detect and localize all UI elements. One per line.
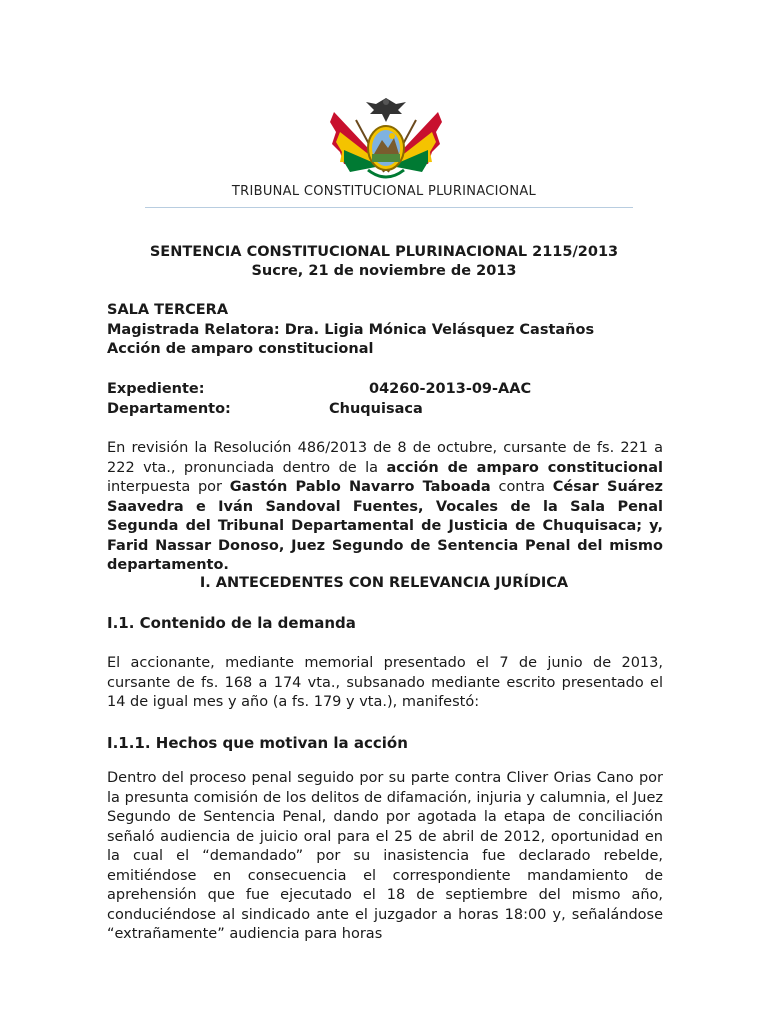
intro-bold-3: César Suárez Saavedra e Iván Sandoval Fuentes, Vocales de la Sala Penal Segunda del Tribunal Departamental de Justicia de Chuquisaca; y, Farid Nassar Donoso, Juez Segundo de Sentencia Penal del mismo departamento.: [107, 479, 663, 573]
departamento-row: [107, 400, 663, 420]
departamento-value: Chuquisaca: [329, 400, 423, 417]
section-heading: I. ANTECEDENTES CON RELEVANCIA JURÍDICA: [199, 575, 569, 591]
institution-name: TRIBUNAL CONSTITUCIONAL PLURINACIONAL: [231, 184, 537, 199]
facts-paragraph: Dentro del proceso penal seguido por su parte contra Cliver Orias Cano por la presunta comisión de los delitos de difamación, injuria y calumnia, el Juez Segundo de Sentencia Penal, dando por agotada la etapa de conciliación señaló audiencia de juicio oral para el 25 de abril de 2012, oportunidad en la cual el “demandado” por su inasistencia fue declarado rebelde, emitiéndose en consecuencia el correspondiente mandamiento de aprehensión que fue ejecutado el 18 de septiembre del mismo año, conduciéndose al sindicado ante el juzgador a horas 18:00 y, señalándose “extrañamente” audiencia para horas: [107, 770, 663, 942]
demand-paragraph: El accionante, mediante memorial presentado el 7 de junio de 2013, cursante de fs. 168 a 174 vta., subsanado mediante escrito presentado el 14 de igual mes y año (a fs. 179 y vta.), manifestó:: [107, 655, 663, 710]
case-header: [107, 301, 663, 360]
expediente-row: [107, 380, 663, 400]
subsection-heading-1: I.1. Contenido de la demanda: [107, 614, 356, 632]
intro-paragraph: [107, 439, 663, 576]
intro-text-3: contra: [490, 479, 553, 495]
header-divider: [145, 207, 633, 208]
intro-text-2: interpuesta por: [107, 479, 230, 495]
departamento-label: Departamento:: [107, 400, 231, 417]
accion-label: Acción de amparo constitucional: [107, 341, 374, 357]
intro-text-1: En revisión la Resolución 486/2013 de 8 de octubre, cursante de fs. 221 a 222 vta., pronunciada dentro de la: [107, 440, 663, 476]
title-line-2: Sucre, 21 de noviembre de 2013: [251, 263, 517, 279]
document-title: [0, 243, 768, 281]
bolivia-coat-of-arms-icon: [326, 92, 446, 184]
expediente-label: Expediente:: [107, 381, 205, 397]
case-details: [107, 380, 663, 419]
subsection-heading-2: I.1.1. Hechos que motivan la acción: [107, 734, 408, 752]
title-line-1: SENTENCIA CONSTITUCIONAL PLURINACIONAL 2115/2013: [149, 244, 619, 260]
intro-bold-2: Gastón Pablo Navarro Taboada: [229, 479, 491, 495]
magistrada-label: Magistrada Relatora: Dra. Ligia Mónica Velásquez Castaños: [107, 321, 595, 338]
sala-label: SALA TERCERA: [107, 302, 229, 318]
intro-bold-1: acción de amparo constitucional: [386, 459, 663, 476]
expediente-value: 04260-2013-09-AAC: [369, 381, 532, 397]
